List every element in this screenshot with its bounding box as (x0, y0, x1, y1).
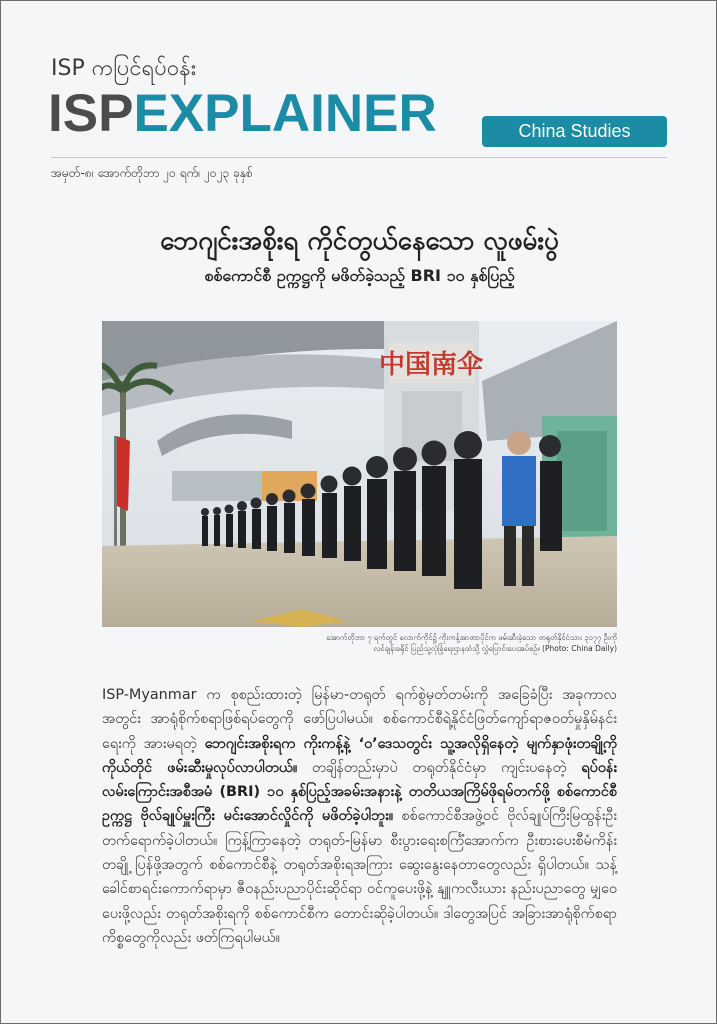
brand-explainer: EXPLAINER (133, 84, 437, 143)
caption-line-2: လင်ချန်းခရိုင် ပြည်သူ့လုံခြုံရေးဌာနထံသို့ လွှဲပြောင်းပေးအပ်စဉ်။ (Photo: China Daily) (373, 644, 617, 653)
category-badge: China Studies (482, 116, 667, 147)
issue-meta: အမှတ်-၈၊ အောက်တိုဘာ ၂၀ ရက်၊ ၂၀၂၃ ခုနှစ် (51, 166, 253, 180)
body-segment: တချိန်တည်းမှာပဲ တရုတ်နိုင်ငံမှာ ကျင်းပနေတဲ့ (297, 759, 582, 776)
photo-illustration (102, 321, 617, 627)
photo-sign-text: 中国南伞 (378, 350, 484, 380)
body-segment: စစ်ကောင်စီအဖွဲ့ဝင် ဗိုလ်ချုပ်ကြီးမြထွန်းဦး တက်ရောက်ခဲ့ပါတယ်။ ကြန့်ကြာနေတဲ့ တရုတ်-မြန်မာ စီးပွားရေးစင်္ကြံအောက်က ဦးစားပေးစီမံကိန်းတချို့ ပြန်ဖို့အတွက် စစ်ကောင်စီနဲ့ တရုတ်အစိုးရအကြား ဆွေးနွေးနေတာတွေလည်း ရှိပါတယ်။ သန့်ခေါင်စာရင်းကောက်ရာမှာ ဇီဝနည်းပညာပိုင်းဆိုင်ရာ ဝင်ကူပေးဖို့နဲ့ နျူကလီးယား နည်းပညာတွေ မျှဝေပေးဖို့လည်း တရုတ်အစိုးရကို စစ်ကောင်စီက တောင်းဆိုခဲ့ပါတယ်။ ဒါတွေအပြင် အခြားအာရုံစိုက်စရာ ကိစ္စတွေကိုလည်း ဖတ်ကြရပါမယ်။ (102, 808, 617, 946)
brand-isp: ISP (48, 84, 134, 143)
article-title: ဘေဂျင်းအစိုးရ ကိုင်တွယ်နေသော လူဖမ်းပွဲ (160, 226, 559, 256)
brand-logo (48, 84, 437, 143)
photo-caption (102, 632, 617, 654)
article-photo (102, 321, 617, 627)
series-label: ISP ကပြင်ရပ်ဝန်း (51, 56, 197, 81)
body-highlight: ဘေဂျင်းအစိုးရက ကိုးကန့်နဲ့ ‘ဝ’ဒေသတွင်း သူ့အလိုရှိနေတဲ့ မျက်နှာဖုံးတချို့ကို ကိုယ်တိုင် ဖမ်းဆီးမှုလုပ်လာပါတယ်။ (102, 735, 617, 776)
body-highlight: ရပ်ဝန်းလမ်းကြောင်းအစီအမံ (BRI) ၁၀ နှစ်ပြည့်အခမ်းအနားနဲ့ တတိယအကြိမ်ဖိုရမ်တက်ဖို့ စစ်ကောင်စီဥက္ကဋ္ဌ ဗိုလ်ချုပ်မှူးကြီး မင်းအောင်လှိုင်ကို မဖိတ်ခဲ့ပါဘူး။ (102, 759, 617, 825)
article-body (102, 683, 617, 950)
header-divider (51, 157, 667, 158)
article-subtitle: စစ်ကောင်စီ ဥက္ကဋ္ဌကို မဖိတ်ခဲ့သည့် BRI ၁၀ နှစ်ပြည့် (204, 266, 515, 285)
body-segment: ISP-Myanmar က စုစည်းထားတဲ့ မြန်မာ-တရုတ် ရက်စွဲမှတ်တမ်းကို အခြေခံပြီး အခုကာလအတွင်း အာရုံစိုက်စရာဖြစ်ရပ်တွေကို ဖော်ပြပါမယ်။ စစ်ကောင်စီရဲ့နိုင်ငံဖြတ်ကျော်ရာဇဝတ်မှုနှိမ်နင်းရေးကို အားမရတဲ့ (102, 687, 617, 752)
caption-line-1: အောက်တိုဘာ ၇ ရက်တွင် လောက်ကိုင်၌ ကိုးကန့်အာဏာပိုင်က ဖမ်းဆီးခဲ့သော တရုတ်နိုင်ငံသား ၃၁၇၇ ဦးကို (326, 633, 617, 642)
